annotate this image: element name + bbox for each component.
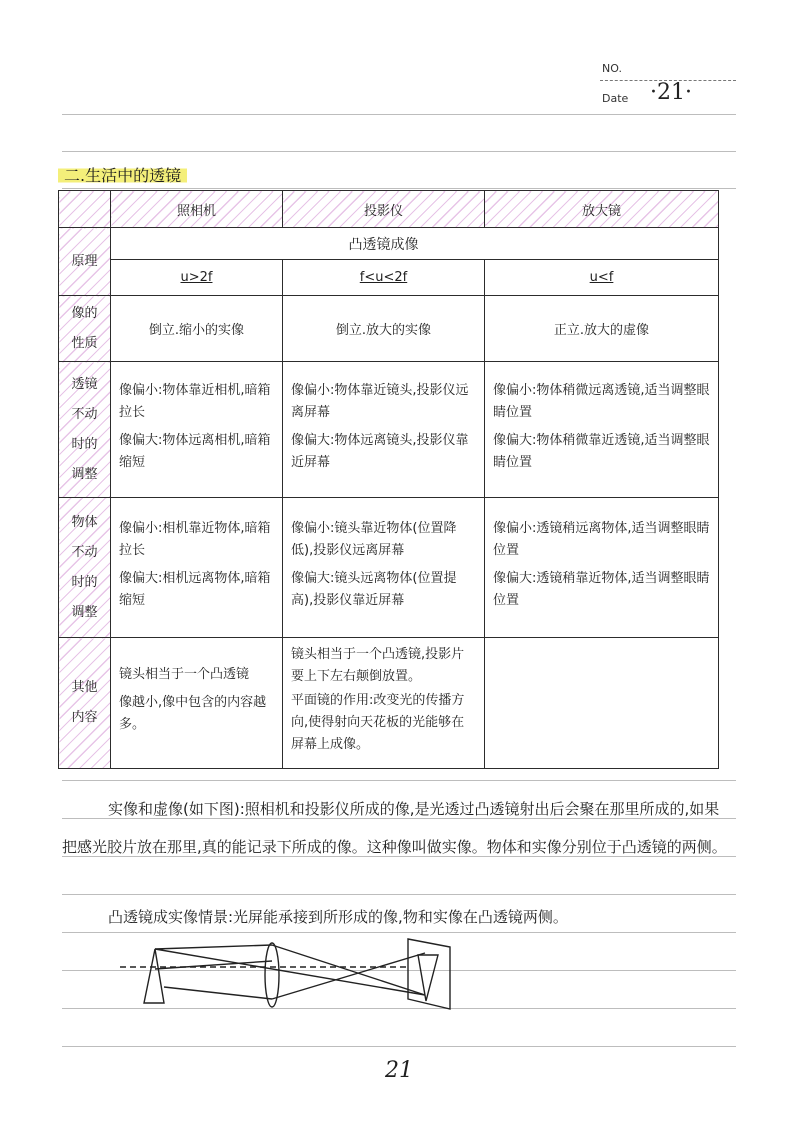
row-header-other: 其他 内容 xyxy=(59,638,111,769)
row-header-object-fixed: 物体 不动 时的 调整 xyxy=(59,498,111,638)
ruled-line xyxy=(62,188,736,189)
ruled-line xyxy=(62,151,736,152)
image-nature-camera: 倒立.缩小的实像 xyxy=(111,296,283,362)
light-screen xyxy=(408,939,450,1009)
column-header-camera: 照相机 xyxy=(111,191,283,228)
principle-common: 凸透镜成像 xyxy=(283,228,485,260)
other-camera: 镜头相当于一个凸透镜 像越小,像中包含的内容越多。 xyxy=(111,638,283,769)
lens-fixed-projector: 像偏小:物体靠近镜头,投影仪远离屏幕 像偏大:物体远离镜头,投影仪靠近屏幕 xyxy=(283,362,485,498)
image-nature-magnifier: 正立.放大的虚像 xyxy=(485,296,719,362)
light-ray xyxy=(155,945,272,949)
table-row xyxy=(59,260,719,296)
real-image-paragraph: 实像和虚像(如下图):照相机和投影仪所成的像,是光透过凸透镜射出后会聚在那里所成的,如果把感光胶片放在那里,真的能记录下所成的像。这种像叫做实像。物体和实像分别位于凸透镜的两侧。 xyxy=(62,800,727,856)
light-ray xyxy=(155,961,272,969)
date-value: ·21· xyxy=(650,80,692,105)
corner-cell xyxy=(59,191,111,228)
lens-comparison-table xyxy=(58,190,719,769)
other-projector: 镜头相当于一个凸透镜,投影片要上下左右颠倒放置。 平面镜的作用:改变光的传播方向,使得射向天花板的光能够在屏幕上成像。 xyxy=(283,638,485,769)
table-row xyxy=(59,498,719,638)
convex-lens-paragraph: 凸透镜成实像情景:光屏能承接到所形成的像,物和实像在凸透镜两侧。 xyxy=(108,908,568,926)
column-header-magnifier: 放大镜 xyxy=(485,191,719,228)
object-fixed-magnifier: 像偏小:透镜稍远离物体,适当调整眼睛位置 像偏大:透镜稍靠近物体,适当调整眼睛位置 xyxy=(485,498,719,638)
light-ray xyxy=(272,953,425,999)
ruled-line xyxy=(62,894,736,895)
date-label: Date xyxy=(602,92,629,105)
principle-projector: f<u<2f xyxy=(283,260,485,296)
image-nature-projector: 倒立.放大的实像 xyxy=(283,296,485,362)
lens-fixed-camera: 像偏小:物体靠近相机,暗箱拉长 像偏大:物体远离相机,暗箱缩短 xyxy=(111,362,283,498)
table-row xyxy=(59,228,719,260)
lens-fixed-magnifier: 像偏小:物体稍微远离透镜,适当调整眼睛位置 像偏大:物体稍微靠近透镜,适当调整眼睛位置 xyxy=(485,362,719,498)
table-row xyxy=(59,638,719,769)
ruled-line xyxy=(62,114,736,115)
ruled-line xyxy=(62,1046,736,1047)
object-fixed-camera: 像偏小:相机靠近物体,暗箱拉长 像偏大:相机远离物体,暗箱缩短 xyxy=(111,498,283,638)
row-header-principle: 原理 xyxy=(59,228,111,296)
light-ray xyxy=(155,949,425,995)
object-triangle xyxy=(144,949,164,1003)
row-header-lens-fixed: 透镜 不动 时的 调整 xyxy=(59,362,111,498)
light-ray xyxy=(164,987,272,999)
table-header-row xyxy=(59,191,719,228)
no-label: NO. xyxy=(602,62,622,75)
other-magnifier xyxy=(485,638,719,769)
table-row xyxy=(59,362,719,498)
convex-lens-ray-diagram xyxy=(120,935,460,1010)
page-number: 21 xyxy=(385,1058,413,1083)
light-ray xyxy=(272,945,425,995)
principle-magnifier: u<f xyxy=(485,260,719,296)
table-row xyxy=(59,296,719,362)
column-header-projector: 投影仪 xyxy=(283,191,485,228)
row-header-image-nature: 像的 性质 xyxy=(59,296,111,362)
section-title: 二.生活中的透镜 xyxy=(58,163,187,186)
principle-camera: u>2f xyxy=(111,260,283,296)
ruled-line xyxy=(62,780,736,781)
object-fixed-projector: 像偏小:镜头靠近物体(位置降低),投影仪远离屏幕 像偏大:镜头远离物体(位置提高),投影仪靠近屏幕 xyxy=(283,498,485,638)
